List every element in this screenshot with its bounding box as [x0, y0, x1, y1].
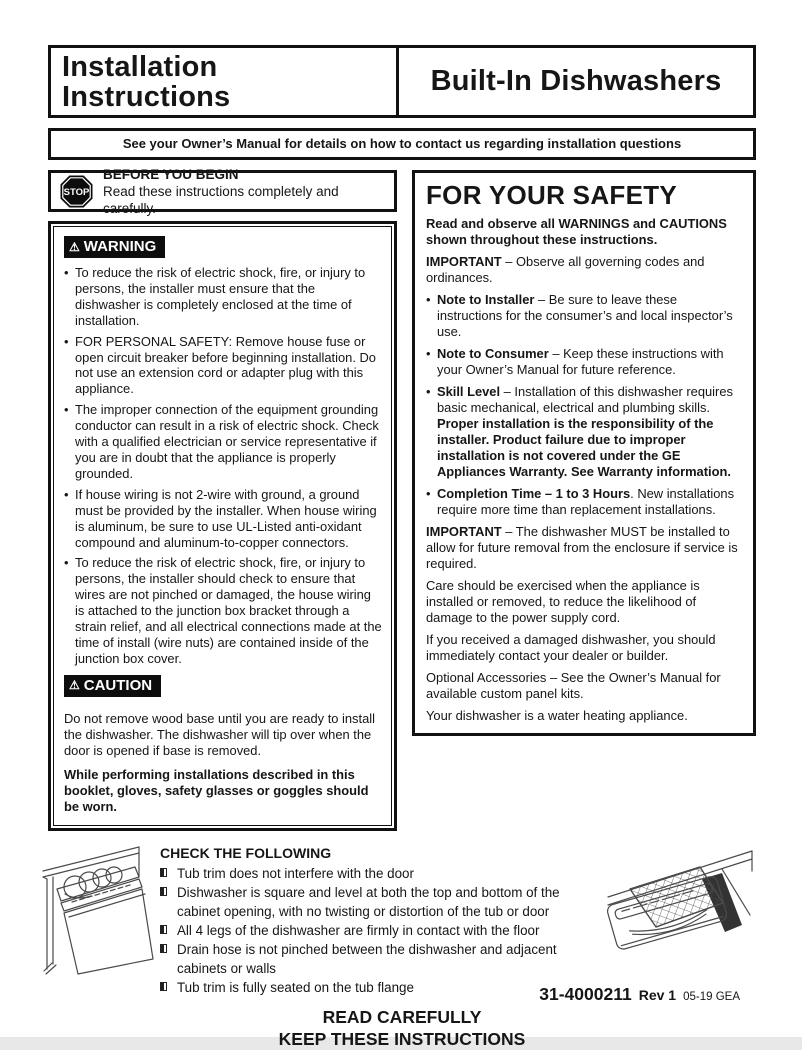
text-segment: – The dishwasher MUST be installed to allow for future removal from the enclosure if service is required. [426, 524, 738, 571]
caution-label [64, 675, 161, 697]
text-segment: . New installations require more time than replacement installations. [437, 486, 735, 517]
doc-title [51, 48, 399, 115]
revision: Rev 1 [638, 987, 677, 1003]
text-segment: IMPORTANT [426, 524, 502, 539]
checklist-items [160, 864, 602, 997]
checklist-item [160, 940, 602, 978]
checklist-item [160, 921, 602, 940]
before-you-begin-subtitle: Read these instructions completely and carefully. [103, 183, 339, 216]
caution-paragraph [64, 767, 382, 816]
read-carefully [48, 1006, 756, 1050]
text-segment: FOR PERSONAL SAFETY: Remove house fuse or open circuit breaker before beginning installation. Do not use an extension cord or adapter plug with this appliance. [75, 333, 376, 397]
bullet-dot: • [64, 402, 69, 418]
checklist-item-text: All 4 legs of the dishwasher are firmly in contact with the floor [177, 922, 540, 938]
safety-paragraph [426, 578, 743, 626]
checklist-item [160, 864, 602, 883]
warning-bullet-list [64, 265, 382, 667]
warning-triangle-icon: ⚠ [69, 239, 80, 254]
safety-bullet [426, 346, 743, 378]
safety-paragraph [426, 524, 743, 572]
checklist-item [160, 883, 602, 921]
text-segment: To reduce the risk of electric shock, fire, or injury to persons, the installer must ensure that the dishwasher is completely enclosed at the time of installation. [75, 265, 366, 328]
bullet-text [437, 346, 724, 377]
text-segment: Proper installation is the responsibility of the installer. Product failure due to improper installation is not covered under the GE Appliances Warranty. See Warranty information. [437, 416, 731, 479]
checkbox-icon [160, 868, 167, 877]
text-segment: The improper connection of the equipment grounding conductor can result in a risk of electric shock. Check with a qualified electrician or service representative if you are in doubt that the appliance is properly grounded. [75, 402, 379, 481]
text-segment: – Observe all governing codes and ordinances. [426, 254, 705, 285]
bullet-text [75, 402, 379, 481]
text-segment: If you received a damaged dishwasher, you should immediately contact your dealer or builder. [426, 632, 716, 663]
checklist-title: CHECK THE FOLLOWING [160, 844, 332, 861]
warning-label-text: WARNING [83, 238, 157, 255]
stop-sign-icon [59, 174, 94, 209]
product-title: Built-In Dishwashers [430, 65, 722, 97]
safety-title: FOR YOUR SAFETY [426, 180, 678, 210]
before-you-begin-text [103, 166, 386, 217]
for-your-safety-box [412, 170, 756, 736]
text-segment: Note to Installer [437, 292, 535, 307]
safety-paragraph [426, 254, 743, 286]
check-the-following-section [48, 843, 756, 997]
date-code: 05-19 GEA [683, 991, 740, 1003]
text-segment: – Installation of this dishwasher requires basic mechanical, electrical and plumbing skills. [437, 384, 733, 415]
bullet-dot: • [426, 384, 431, 399]
text-segment: Read and observe all WARNINGS and CAUTIONS shown throughout these instructions. [426, 216, 727, 247]
checklist-item-text: Dishwasher is square and level at both the top and bottom of the cabinet opening, with no twisting or distortion of the tub or door [177, 884, 560, 919]
caution-paragraphs [64, 711, 382, 816]
warning-bullet [64, 487, 382, 551]
text-segment: If house wiring is not 2-wire with ground, a ground must be provided by the installer. When house wiring is aluminum, be sure to use UL-Listed anti-oxidant compound and aluminum-to-copper connectors. [75, 486, 377, 550]
warning-caution-inner [53, 226, 392, 826]
checklist-item-text: Tub trim does not interfere with the door [177, 865, 414, 881]
text-segment: Note to Consumer [437, 346, 549, 361]
read-carefully-line1: READ CAREFULLY [322, 1006, 482, 1027]
caution-paragraph [64, 711, 382, 760]
bullet-dot: • [426, 346, 431, 361]
text-segment: Optional Accessories – See the Owner’s Manual for available custom panel kits. [426, 670, 721, 701]
bullet-text [75, 487, 377, 550]
safety-paragraph [426, 632, 743, 664]
header [48, 45, 756, 118]
text-segment: Your dishwasher is a water heating appliance. [426, 708, 688, 723]
checkbox-icon [160, 887, 167, 896]
text-segment: Skill Level [437, 384, 501, 399]
before-you-begin-title: BEFORE YOU BEGIN [103, 166, 239, 182]
two-column-area [48, 166, 756, 831]
svg-text:STOP: STOP [63, 186, 90, 198]
warning-bullet [64, 265, 382, 329]
warning-triangle-icon: ⚠ [69, 678, 80, 693]
owners-manual-banner: See your Owner’s Manual for details on how to contact us regarding installation questions [48, 128, 756, 160]
safety-paragraph [426, 670, 743, 702]
bullet-text [75, 334, 376, 397]
warning-caution-box [48, 221, 397, 831]
bullet-text [437, 384, 733, 479]
bullet-text [437, 486, 734, 517]
before-you-begin-box [48, 166, 397, 216]
doc-title-line2: Instructions [62, 80, 231, 113]
warning-bullet [64, 334, 382, 398]
caution-label-text: CAUTION [83, 676, 153, 694]
part-number: 31-4000211 [539, 984, 632, 1004]
warning-bullet [64, 402, 382, 482]
checkbox-icon [160, 944, 167, 953]
bullet-dot: • [64, 555, 69, 571]
read-carefully-line2: KEEP THESE INSTRUCTIONS [278, 1028, 526, 1049]
right-column [412, 170, 756, 736]
dishwasher-open-door-illustration-left [42, 843, 154, 975]
safety-bullet [426, 292, 743, 340]
bullet-dot: • [426, 292, 431, 307]
text-segment: IMPORTANT [426, 254, 502, 269]
safety-paragraph [426, 216, 743, 248]
bullet-text [75, 555, 382, 665]
warning-bullet [64, 555, 382, 666]
left-column [48, 166, 397, 831]
bullet-dot: • [64, 333, 69, 349]
text-segment: Completion Time – 1 to 3 Hours [437, 486, 631, 501]
bullet-dot: • [64, 486, 69, 502]
doc-title-line1: Installation [62, 50, 218, 83]
bullet-dot: • [64, 265, 69, 280]
safety-content [426, 216, 743, 724]
checkbox-icon [160, 982, 167, 991]
checklist-item [160, 978, 602, 997]
text-segment: Care should be exercised when the appliance is installed or removed, to reduce the likelihood of damage to the power supply cord. [426, 578, 700, 625]
bullet-text [75, 265, 365, 328]
checklist-item-text: Drain hose is not pinched between the dishwasher and adjacent cabinets or walls [177, 941, 557, 976]
checkbox-icon [160, 925, 167, 934]
bullet-dot: • [426, 486, 431, 501]
dishwasher-open-door-illustration-right [604, 843, 756, 965]
checklist-item-text: Tub trim is fully seated on the tub flange [177, 979, 414, 995]
safety-paragraph [426, 708, 743, 724]
footer-part-number [539, 984, 740, 1005]
check-the-following [154, 843, 604, 997]
text-segment: Do not remove wood base until you are ready to install the dishwasher. The dishwasher will tip over when the door is opened if base is removed. [64, 710, 375, 759]
bullet-text [437, 292, 733, 339]
text-segment: While performing installations described in this booklet, gloves, safety glasses or goggles should be worn. [64, 766, 369, 815]
safety-bullet [426, 486, 743, 518]
page-content [48, 45, 756, 1050]
safety-bullet [426, 384, 743, 480]
text-segment: – Keep these instructions with your Owner’s Manual for future reference. [437, 346, 724, 377]
text-segment: – Be sure to leave these instructions for the consumer’s and local inspector’s use. [437, 292, 733, 339]
text-segment: To reduce the risk of electric shock, fire, or injury to persons, the installer should check to ensure that wires are not pinched or damaged, the house wiring is attached to the junction box bracket through a strain relief, and all electrical connections made at the time of install (wire nuts) are contained inside of the junction box cover. [75, 555, 382, 666]
warning-label [64, 236, 165, 258]
